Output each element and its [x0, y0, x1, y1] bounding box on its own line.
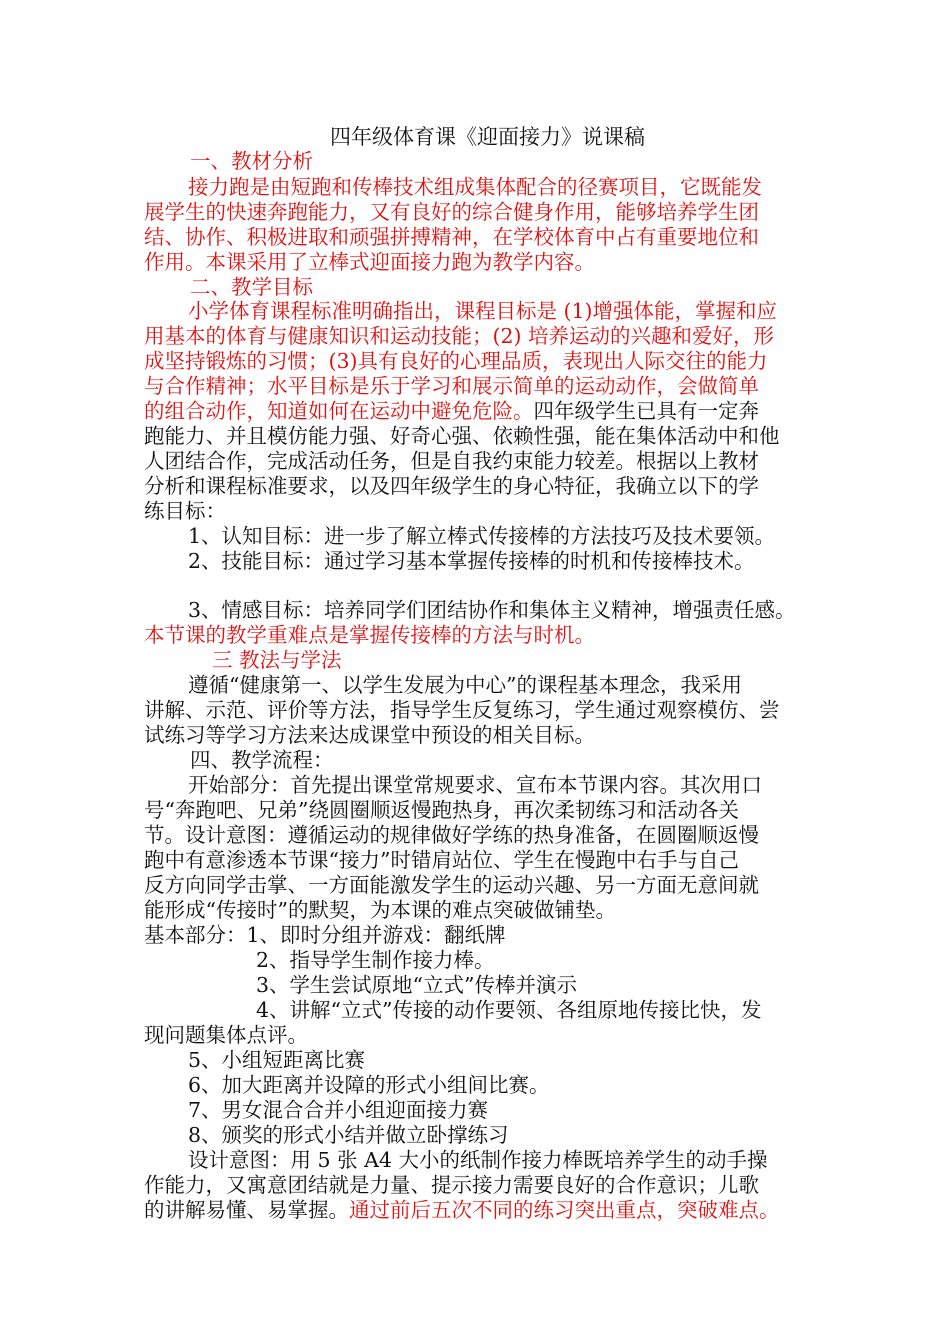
list-item: 5、小组短距离比赛 — [188, 1048, 366, 1072]
paragraph-line-mixed — [144, 1197, 780, 1223]
paragraph-line: 开始部分：首先提出课堂常规要求、宣布本节课内容。其次用口 — [188, 773, 762, 797]
paragraph-line: 分析和课程标准要求，以及四年级学生的身心特征，我确立以下的学 — [144, 474, 759, 498]
paragraph-line: 遵循“健康第一、以学生发展为中心”的课程基本理念，我采用 — [188, 673, 742, 697]
list-item: 2、指导学生制作接力棒。 — [256, 948, 495, 972]
list-item: 现问题集体点评。 — [144, 1023, 308, 1047]
paragraph-line: 人团结合作，完成活动任务，但是自我约束能力较差。根据以上教材 — [144, 449, 759, 473]
goal-skill: 2、技能目标：通过学习基本掌握传接棒的时机和传接棒技术。 — [188, 549, 755, 573]
goal-cognitive: 1、认知目标：进一步了解立棒式传接棒的方法技巧及技术要领。 — [188, 524, 776, 548]
paragraph-line-mixed — [144, 398, 759, 424]
section-heading-1: 一、教材分析 — [190, 149, 313, 173]
paragraph-line: 跑中有意渗透本节课“接力”时错肩站位、学生在慢跑中右手与自己 — [144, 848, 739, 872]
key-point: 本节课的教学重难点是掌握传接棒的方法与时机。 — [144, 623, 595, 647]
paragraph-line: 作用。本课采用了立棒式迎面接力跑为教学内容。 — [144, 250, 595, 274]
list-item: 3、学生尝试原地“立式”传棒并演示 — [256, 973, 578, 997]
black-text: 四年级学生已具有一定奔 — [533, 399, 759, 423]
paragraph-line: 结、协作、积极进取和顽强拼搏精神，在学校体育中占有重要地位和 — [144, 225, 759, 249]
goal-affective: 3、情感目标：培养同学们团结协作和集体主义精神，增强责任感。 — [188, 598, 796, 622]
section-heading-2: 二、教学目标 — [190, 275, 313, 299]
list-item: 4、讲解“立式”传接的动作要领、各组原地传接比快，发 — [256, 998, 762, 1022]
paragraph-line: 讲解、示范、评价等方法，指导学生反复练习，学生通过观察模仿、尝 — [144, 698, 780, 722]
black-text: 的讲解易懂、易掌握。 — [144, 1198, 349, 1222]
section-heading-3: 三 教法与学法 — [212, 648, 342, 672]
document-title: 四年级体育课《迎面接力》说课稿 — [330, 125, 645, 149]
list-item: 6、加大距离并设障的形式小组间比赛。 — [188, 1073, 550, 1097]
paragraph-line: 展学生的快速奔跑能力，又有良好的综合健身作用，能够培养学生团 — [144, 200, 759, 224]
paragraph-line: 节。设计意图：遵循运动的规律做好学练的热身准备，在圆圈顺返慢 — [144, 823, 759, 847]
red-text: 的组合动作，知道如何在运动中避免危险。 — [144, 399, 534, 423]
paragraph-line: 反方向同学击掌、一方面能激发学生的运动兴趣、另一方面无意间就 — [144, 873, 759, 897]
list-item: 基本部分：1、即时分组并游戏：翻纸牌 — [144, 923, 506, 947]
paragraph-line: 接力跑是由短跑和传棒技术组成集体配合的径赛项目，它既能发 — [188, 175, 762, 199]
paragraph-line: 作能力，又寓意团结就是力量、提示接力需要良好的合作意识；儿歌 — [144, 1173, 759, 1197]
paragraph-line: 成坚持锻炼的习惯；(3)具有良好的心理品质，表现出人际交往的能力 — [144, 349, 768, 373]
paragraph-line: 设计意图：用 5 张 A4 大小的纸制作接力棒既培养学生的动手操 — [188, 1148, 768, 1172]
paragraph-line: 试练习等学习方法来达成课堂中预设的相关目标。 — [144, 723, 595, 747]
paragraph-line: 号“奔跑吧、兄弟”绕圆圈顺返慢跑热身，再次柔韧练习和活动各关 — [144, 798, 739, 822]
red-text: 通过前后五次不同的练习突出重点，突破难点。 — [349, 1198, 780, 1222]
paragraph-line: 能形成“传接时”的默契，为本课的难点突破做铺垫。 — [144, 898, 616, 922]
paragraph-line: 跑能力、并且模仿能力强、好奇心强、依赖性强，能在集体活动中和他 — [144, 424, 780, 448]
paragraph-line: 用基本的体育与健康知识和运动技能；(2) 培养运动的兴趣和爱好，形 — [144, 324, 775, 348]
list-item: 7、男女混合合并小组迎面接力赛 — [188, 1098, 489, 1122]
list-item: 8、颁奖的形式小结并做立卧撑练习 — [188, 1123, 509, 1147]
paragraph-line: 练目标： — [144, 499, 226, 523]
paragraph-line: 小学体育课程标准明确指出，课程目标是 (1)增强体能，掌握和应 — [188, 299, 778, 323]
paragraph-line: 与合作精神；水平目标是乐于学习和展示简单的运动动作，会做简单 — [144, 374, 759, 398]
section-heading-4: 四、教学流程： — [190, 748, 334, 772]
